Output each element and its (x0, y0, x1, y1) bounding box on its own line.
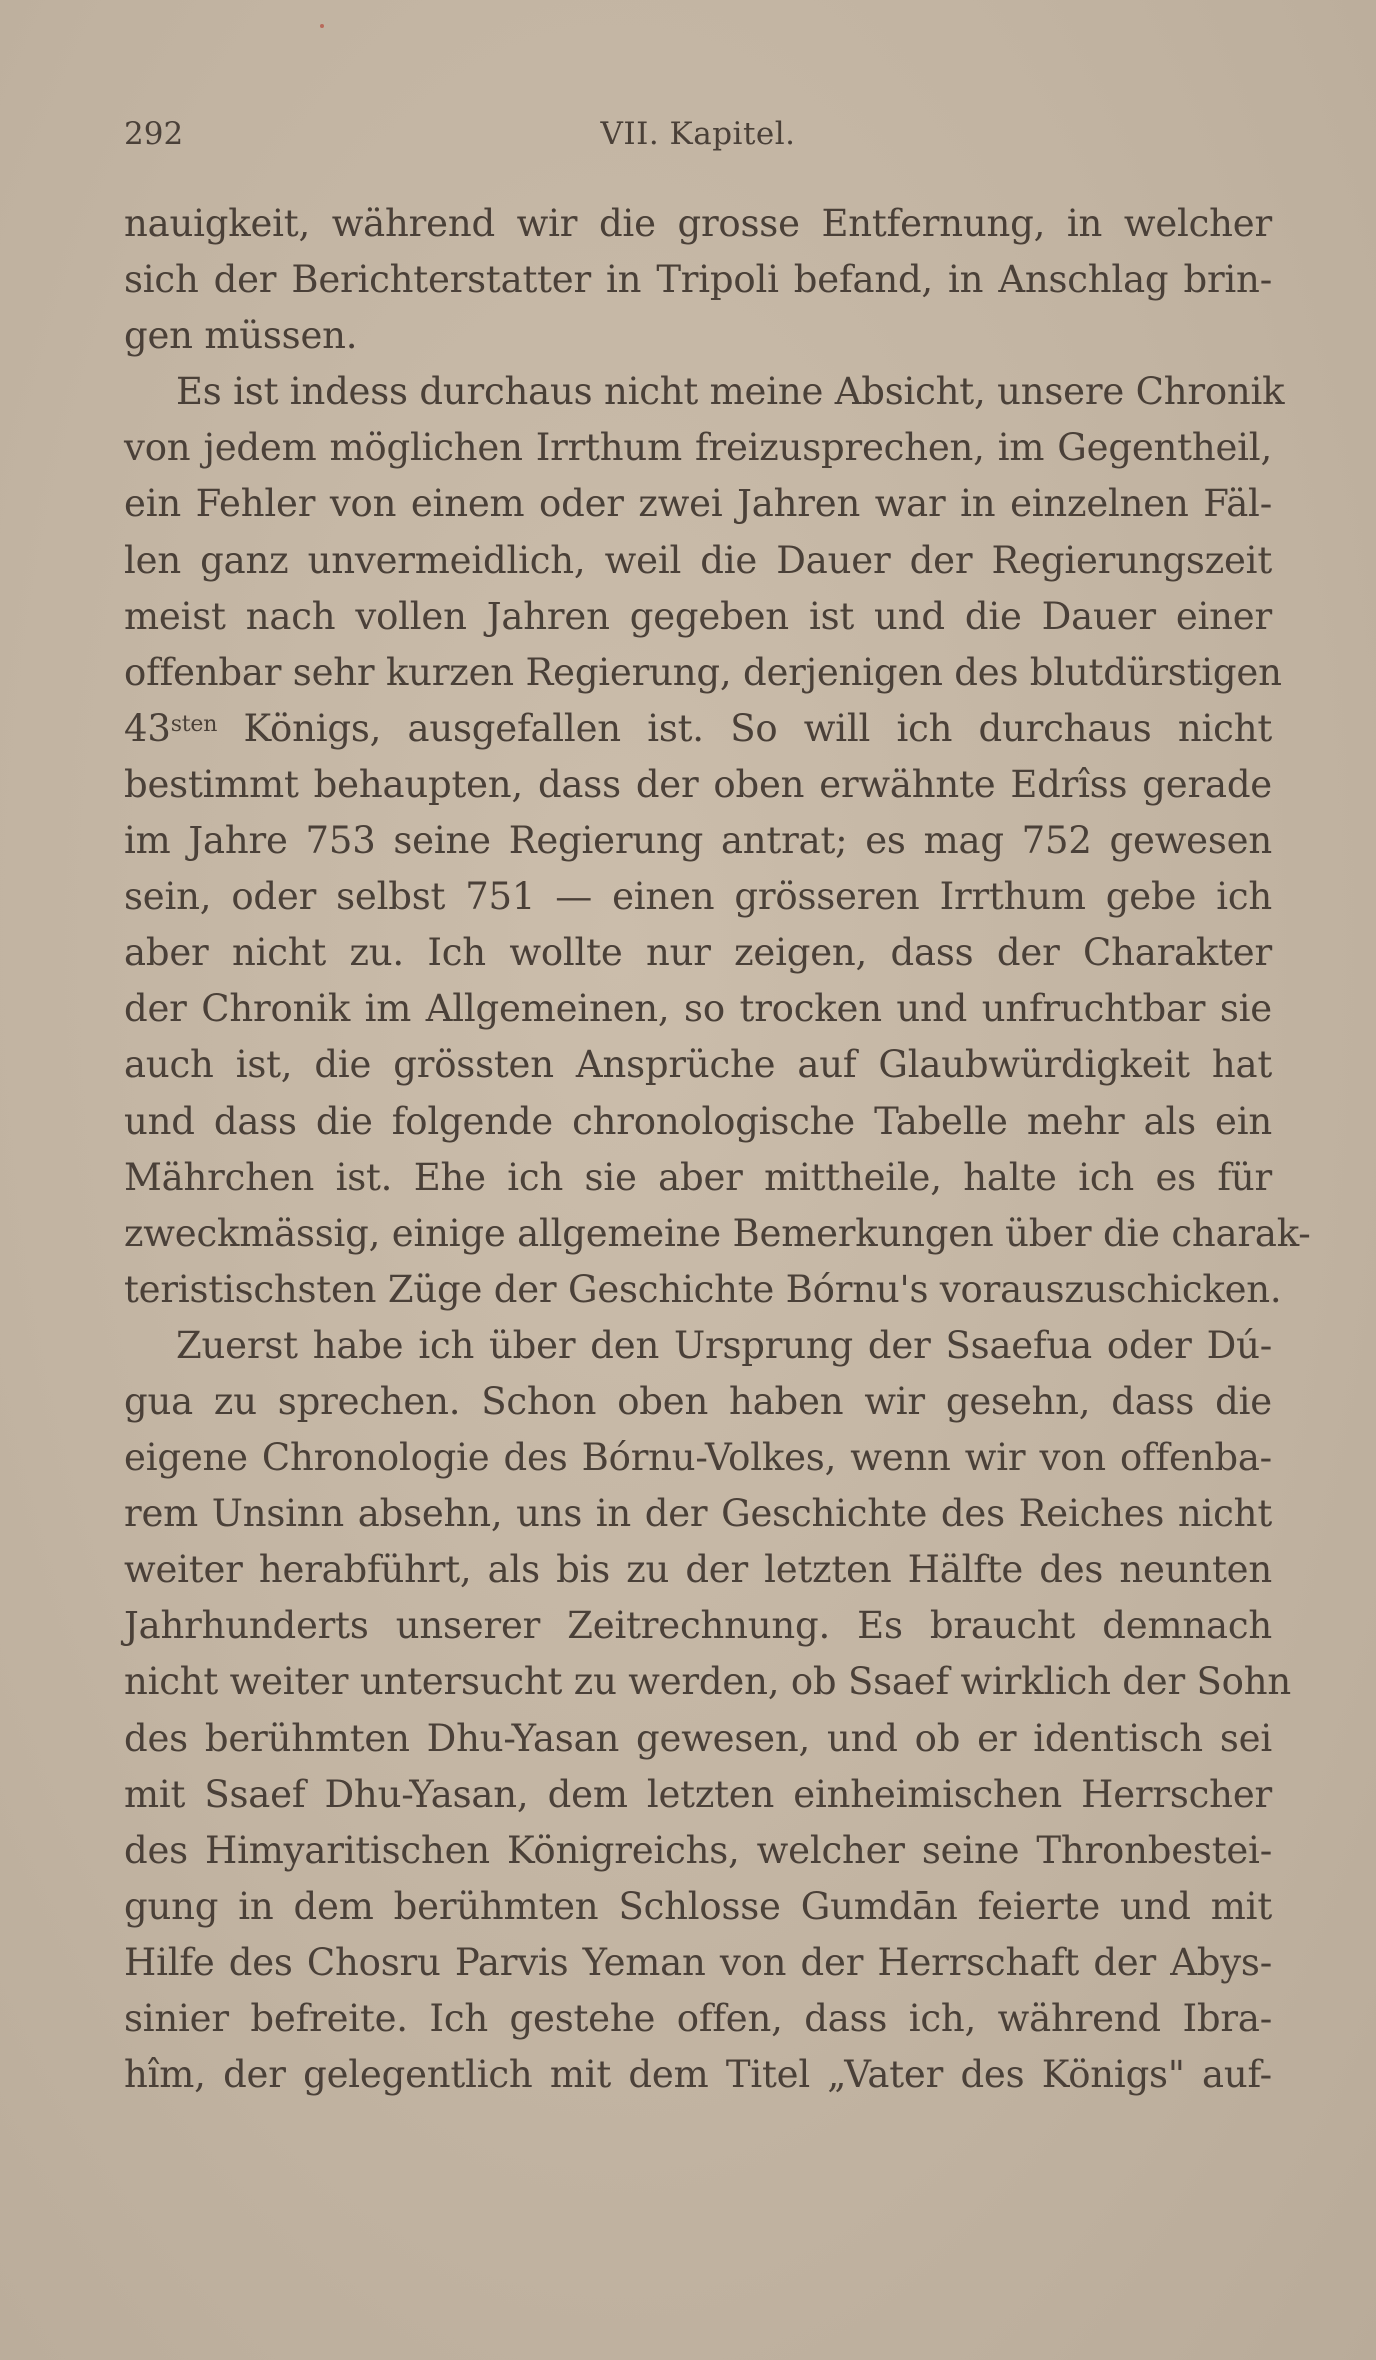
text-line: len ganz unvermeidlich, weil die Dauer der Regierungszeit (124, 538, 1272, 582)
text-line: sein, oder selbst 751 — einen grösseren Irrthum gebe ich (124, 875, 1272, 919)
text-line: gua zu sprechen. Schon oben haben wir gesehn, dass die (124, 1379, 1272, 1423)
text-line: Es ist indess durchaus nicht meine Absicht, unsere Chronik (176, 370, 1285, 414)
text-line: gen müssen. (124, 314, 358, 358)
body-text (124, 196, 1311, 2103)
ordinal-suffix: sten (170, 711, 218, 737)
page-header (124, 112, 1272, 156)
text-line: gung in dem berühmten Schlosse Gumdān feierte und mit (124, 1884, 1272, 1928)
text-line: und dass die folgende chronologische Tabelle mehr als ein (124, 1099, 1272, 1143)
text-line: offenbar sehr kurzen Regierung, derjenigen des blutdürstigen (124, 650, 1282, 694)
text-line: rem Unsinn absehn, uns in der Geschichte des Reiches nicht (124, 1492, 1272, 1536)
text-line: bestimmt behaupten, dass der oben erwähnte Edrîss gerade (124, 762, 1272, 806)
ordinal-number: 43 (124, 706, 171, 750)
page-number: 292 (124, 116, 184, 152)
text-line: im Jahre 753 seine Regierung antrat; es mag 752 gewesen (124, 819, 1272, 863)
line-rest: Königs, ausgefallen ist. So will ich durchaus nicht (217, 706, 1272, 750)
text-line: sinier befreite. Ich gestehe offen, dass ich, während Ibra- (124, 1997, 1272, 2040)
text-line: mit Ssaef Dhu-Yasan, dem letzten einheimischen Herrscher (124, 1772, 1272, 1816)
text-line: nicht weiter untersucht zu werden, ob Ssaef wirklich der Sohn (124, 1660, 1292, 1704)
text-line: Jahrhunderts unserer Zeitrechnung. Es braucht demnach (124, 1604, 1272, 1648)
text-line: ein Fehler von einem oder zwei Jahren war in einzelnen Fäl- (124, 482, 1272, 526)
text-line: teristischsten Züge der Geschichte Bórnu's vorauszuschicken. (124, 1267, 1282, 1311)
text-line: nauigkeit, während wir die grosse Entfernung, in welcher (124, 202, 1272, 245)
text-line: Hilfe des Chosru Parvis Yeman von der Herrschaft der Abys- (124, 1940, 1272, 1984)
text-line: eigene Chronologie des Bórnu-Volkes, wenn wir von offenba- (124, 1436, 1272, 1480)
text-line: Zuerst habe ich über den Ursprung der Ssaefua oder Dú- (176, 1323, 1272, 1367)
text-line: sich der Berichterstatter in Tripoli befand, in Anschlag brin- (124, 258, 1272, 302)
text-line: des Himyaritischen Königreichs, welcher seine Thronbestei- (124, 1828, 1272, 1872)
running-head: VII. Kapitel. (600, 116, 796, 152)
text-line (124, 701, 1272, 757)
ink-speck (320, 24, 324, 28)
text-line: aber nicht zu. Ich wollte nur zeigen, dass der Charakter (124, 931, 1272, 975)
text-line: meist nach vollen Jahren gegeben ist und die Dauer einer (124, 594, 1272, 638)
text-line: von jedem möglichen Irrthum freizusprechen, im Gegentheil, (124, 426, 1272, 470)
text-line: auch ist, die grössten Ansprüche auf Glaubwürdigkeit hat (124, 1043, 1272, 1087)
text-line: Mährchen ist. Ehe ich sie aber mittheile, halte ich es für (124, 1155, 1272, 1199)
text-line: des berühmten Dhu-Yasan gewesen, und ob er identisch sei (124, 1716, 1272, 1760)
text-line: weiter herabführt, als bis zu der letzten Hälfte des neunten (124, 1548, 1272, 1592)
text-line: hîm, der gelegentlich mit dem Titel „Vater des Königs" auf- (124, 2053, 1272, 2097)
text-line: der Chronik im Allgemeinen, so trocken und unfruchtbar sie (124, 987, 1272, 1031)
text-line: zweckmässig, einige allgemeine Bemerkungen über die charak- (124, 1211, 1311, 1255)
